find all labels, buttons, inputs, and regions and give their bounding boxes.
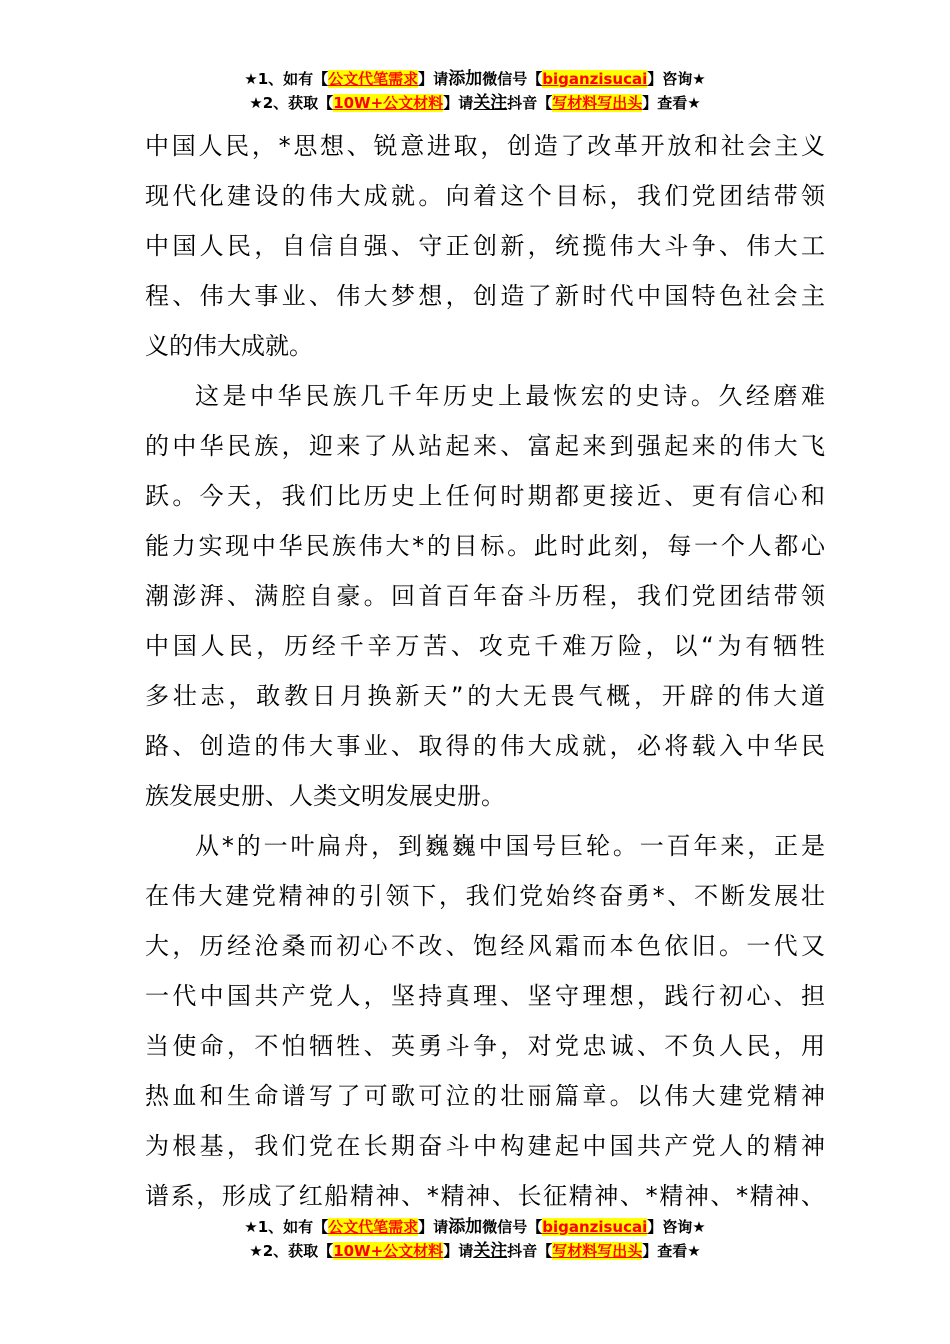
banner-douyin-id: 写材料写出头 [552, 94, 643, 112]
banner-text: 】请 [418, 70, 449, 88]
banner-text: 微信号【 [482, 70, 543, 88]
banner-emphasis: 关注 [473, 1241, 508, 1261]
banner-douyin-id: 写材料写出头 [552, 1242, 643, 1260]
banner-text: 抖音【 [507, 1242, 553, 1260]
banner-text: 】咨询★ [647, 1218, 706, 1236]
banner-highlight: 公文代笔需求 [328, 70, 419, 88]
body-line: 能力实现中华民族伟大*的目标。此时此刻，每一个人都心 [145, 532, 825, 560]
banner-text: 】查看★ [642, 94, 701, 112]
banner-text: 】请 [443, 94, 474, 112]
body-line: 中国人民，自信自强、守正创新，统揽伟大斗争、伟大工 [145, 232, 825, 260]
body-line: 为根基，我们党在长期奋斗中构建起中国共产党人的精神 [145, 1132, 825, 1160]
body-line: 从*的一叶扁舟，到巍巍中国号巨轮。一百年来，正是 [195, 832, 825, 860]
banner-line-2 [0, 91, 950, 115]
banner-wechat-id: biganzisucai [542, 70, 648, 88]
banner-line-1 [0, 1215, 950, 1239]
banner-text: 】咨询★ [647, 70, 706, 88]
header-banner [0, 67, 950, 115]
body-line: 路、创造的伟大事业、取得的伟大成就，必将载入中华民 [145, 732, 825, 760]
banner-text: 抖音【 [507, 94, 553, 112]
banner-text: ★2、获取【 [249, 1242, 334, 1260]
body-line: 潮澎湃、满腔自豪。回首百年奋斗历程，我们党团结带领 [145, 582, 825, 610]
banner-wechat-id: biganzisucai [542, 1218, 648, 1236]
banner-text: ★1、如有【 [244, 1218, 329, 1236]
body-line: 当使命，不怕牺牲、英勇斗争，对党忠诚、不负人民，用 [145, 1032, 825, 1060]
body-line: 多壮志，敢教日月换新天”的大无畏气概，开辟的伟大道 [145, 682, 825, 710]
banner-line-1 [0, 67, 950, 91]
banner-emphasis: 添加 [448, 1217, 483, 1237]
body-line: 这是中华民族几千年历史上最恢宏的史诗。久经磨难 [195, 382, 825, 410]
body-line: 跃。今天，我们比历史上任何时期都更接近、更有信心和 [145, 482, 825, 510]
body-line: 谱系，形成了红船精神、*精神、长征精神、*精神、*精神、 [145, 1182, 825, 1210]
body-line: 的中华民族，迎来了从站起来、富起来到强起来的伟大飞 [145, 432, 825, 460]
banner-line-2 [0, 1239, 950, 1263]
body-line: 程、伟大事业、伟大梦想，创造了新时代中国特色社会主 [145, 282, 825, 310]
body-line: 现代化建设的伟大成就。向着这个目标，我们党团结带领 [145, 182, 825, 210]
body-line: 义的伟大成就。 [145, 332, 313, 360]
banner-highlight: 10W+公文材料 [333, 1242, 444, 1260]
body-line: 大，历经沧桑而初心不改、饱经风霜而本色依旧。一代又 [145, 932, 825, 960]
banner-text: 】查看★ [642, 1242, 701, 1260]
body-line: 一代中国共产党人，坚持真理、坚守理想，践行初心、担 [145, 982, 825, 1010]
banner-emphasis: 添加 [448, 69, 483, 89]
banner-text: 】请 [418, 1218, 449, 1236]
body-line: 族发展史册、人类文明发展史册。 [145, 782, 505, 810]
footer-banner [0, 1215, 950, 1263]
banner-text: 微信号【 [482, 1218, 543, 1236]
banner-text: 】请 [443, 1242, 474, 1260]
banner-highlight: 公文代笔需求 [328, 1218, 419, 1236]
banner-text: ★1、如有【 [244, 70, 329, 88]
banner-text: ★2、获取【 [249, 94, 334, 112]
body-line: 在伟大建党精神的引领下，我们党始终奋勇*、不断发展壮 [145, 882, 825, 910]
body-line: 热血和生命谱写了可歌可泣的壮丽篇章。以伟大建党精神 [145, 1082, 825, 1110]
document-body [145, 121, 825, 1221]
banner-emphasis: 关注 [473, 93, 508, 113]
body-line: 中国人民，*思想、锐意进取，创造了改革开放和社会主义 [145, 132, 825, 160]
banner-highlight: 10W+公文材料 [333, 94, 444, 112]
body-line: 中国人民，历经千辛万苦、攻克千难万险，以“为有牺牲 [145, 632, 825, 660]
